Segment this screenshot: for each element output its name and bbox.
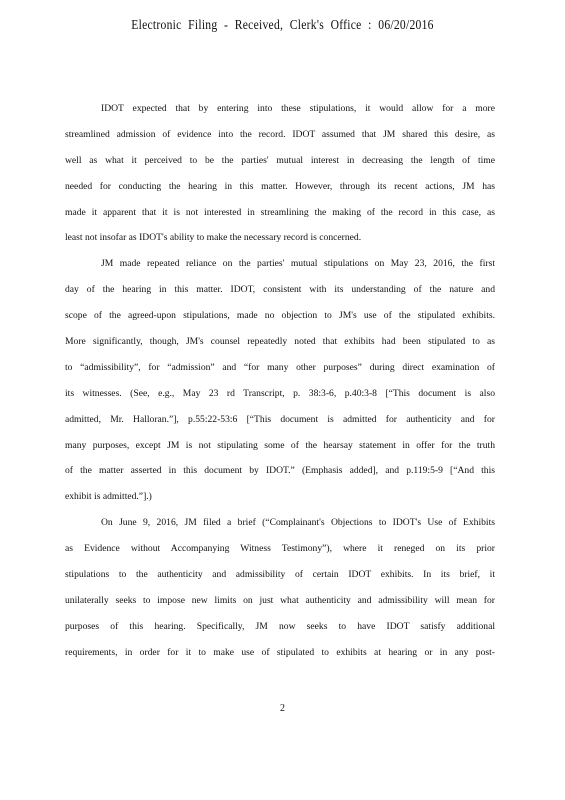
text-line: least not insofar as IDOT's ability to make the necessary record is concerned. xyxy=(65,232,362,244)
text-line: to “admissibility”, for “admission” and “for many other purposes” during direct examination of xyxy=(65,361,495,373)
text-line: JM made repeated reliance on the parties' mutual stipulations on May 23, 2016, the first xyxy=(101,258,495,270)
paragraph-june-brief xyxy=(65,510,495,665)
text-line: well as what it perceived to be the parties' mutual interest in decreasing the length of time xyxy=(65,154,495,166)
text-line: On June 9, 2016, JM filed a brief (“Complainant's Objections to IDOT's Use of Exhibits xyxy=(101,517,495,529)
text-line: streamlined admission of evidence into the record. IDOT assumed that JM shared this desire, as xyxy=(65,128,495,140)
document-body xyxy=(65,96,495,666)
text-line: IDOT expected that by entering into these stipulations, it would allow for a more xyxy=(101,103,495,114)
text-line: many purposes, except JM is not stipulating some of the hearsay statement in offer for the truth xyxy=(65,439,495,451)
electronic-filing-header: Electronic Filing - Received, Clerk's Office : 06/20/2016 xyxy=(131,17,434,32)
paragraph-jm-reliance xyxy=(65,251,495,510)
text-line: admitted, Mr. Halloran.”], p.55:22-53:6 [“This document is admitted for authenticity and for xyxy=(65,413,495,425)
text-line: unilaterally seeks to impose new limits on just what authenticity and admissibility will mean for xyxy=(65,594,495,606)
text-line: of the matter asserted in this document by IDOT.” (Emphasis added], and p.119:5-9 [“And this xyxy=(65,465,495,477)
text-line: requirements, in order for it to make use of stipulated to exhibits at hearing or in any post- xyxy=(65,646,495,658)
page-number: 2 xyxy=(280,703,285,714)
text-line: its witnesses. (See, e.g., May 23 rd Transcript, p. 38:3-6, p.40:3-8 [“This document is also xyxy=(65,387,495,399)
text-line: as Evidence without Accompanying Witness Testimony”), where it reneged on its prior xyxy=(65,543,495,555)
paragraph-stipulations-expectation xyxy=(65,96,495,251)
text-line: More significantly, though, JM's counsel repeatedly noted that exhibits had been stipulated to as xyxy=(65,336,495,348)
text-line: stipulations to the authenticity and admissibility of certain IDOT exhibits. In its brief, it xyxy=(65,569,495,581)
text-line: day of the hearing in this matter. IDOT, consistent with its understanding of the nature and xyxy=(65,284,495,296)
text-line: needed for conducting the hearing in this matter. However, through its recent actions, JM has xyxy=(65,180,495,192)
text-line: scope of the agreed-upon stipulations, made no objection to JM's use of the stipulated exhibits. xyxy=(65,310,495,322)
text-line: exhibit is admitted.”].) xyxy=(65,491,152,503)
text-line: made it apparent that it is not interested in streamlining the making of the record in this case, as xyxy=(65,206,495,218)
text-line: purposes of this hearing. Specifically, JM now seeks to have IDOT satisfy additional xyxy=(65,620,495,632)
